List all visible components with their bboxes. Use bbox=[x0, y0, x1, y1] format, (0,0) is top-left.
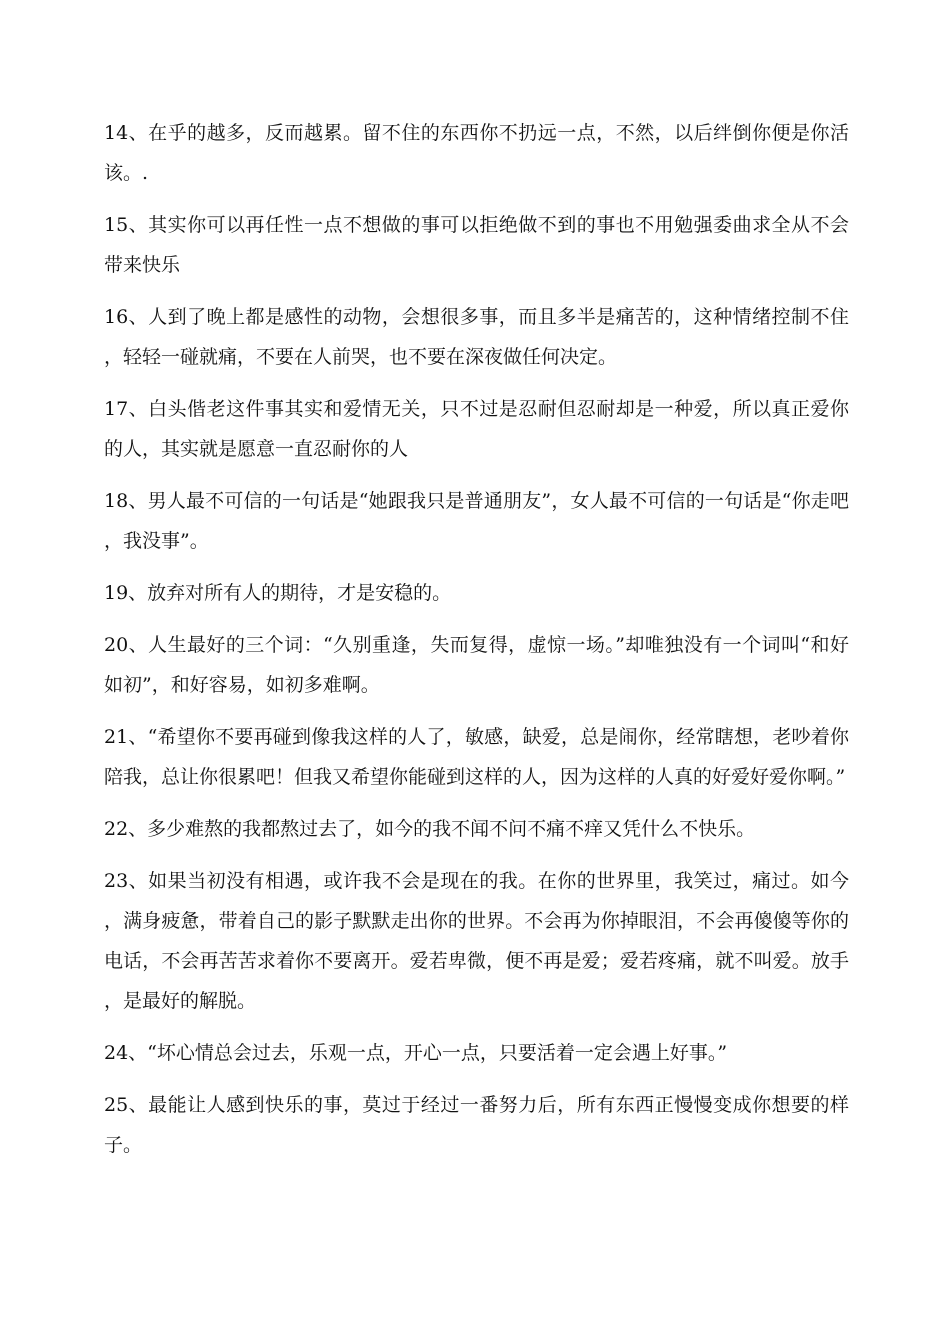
quote-paragraph-21: 21、“希望你不要再碰到像我这样的人了，敏感，缺爱，总是闹你，经常瞎想，老吵着你陪我，总让你很累吧！但我又希望你能碰到这样的人，因为这样的人真的好爱好爱你啊。” bbox=[104, 726, 849, 788]
quote-paragraph-15: 15、其实你可以再任性一点不想做的事可以拒绝做不到的事也不用勉强委曲求全从不会带来快乐 bbox=[104, 214, 849, 276]
document-body bbox=[104, 113, 849, 1177]
quote-paragraph-25: 25、最能让人感到快乐的事，莫过于经过一番努力后，所有东西正慢慢变成你想要的样子。 bbox=[104, 1094, 849, 1156]
quote-paragraph-22: 22、多少难熬的我都熬过去了，如今的我不闻不问不痛不痒又凭什么不快乐。 bbox=[104, 818, 756, 840]
quote-paragraph-20: 20、人生最好的三个词：“久别重逢，失而复得，虚惊一场。”却唯独没有一个词叫“和好如初”，和好容易，如初多难啊。 bbox=[104, 634, 849, 696]
quote-paragraph-19: 19、放弃对所有人的期待，才是安稳的。 bbox=[104, 582, 452, 604]
quote-paragraph-23: 23、如果当初没有相遇，或许我不会是现在的我。在你的世界里，我笑过，痛过。如今，满身疲惫，带着自己的影子默默走出你的世界。不会再为你掉眼泪，不会再傻傻等你的电话，不会再苦苦求着你不要离开。爱若卑微，便不再是爱；爱若疼痛，就不叫爱。放手，是最好的解脱。 bbox=[104, 870, 849, 1012]
quote-paragraph-14: 14、在乎的越多，反而越累。留不住的东西你不扔远一点，不然，以后绊倒你便是你活该。. bbox=[104, 122, 849, 184]
quote-paragraph-18: 18、男人最不可信的一句话是“她跟我只是普通朋友”，女人最不可信的一句话是“你走吧，我没事”。 bbox=[104, 490, 849, 552]
quote-paragraph-17: 17、白头偕老这件事其实和爱情无关，只不过是忍耐但忍耐却是一种爱，所以真正爱你的人，其实就是愿意一直忍耐你的人 bbox=[104, 398, 849, 460]
quote-paragraph-16: 16、人到了晚上都是感性的动物，会想很多事，而且多半是痛苦的，这种情绪控制不住，轻轻一碰就痛，不要在人前哭，也不要在深夜做任何决定。 bbox=[104, 306, 849, 368]
quote-paragraph-24: 24、“坏心情总会过去，乐观一点，开心一点，只要活着一定会遇上好事。” bbox=[104, 1042, 728, 1064]
